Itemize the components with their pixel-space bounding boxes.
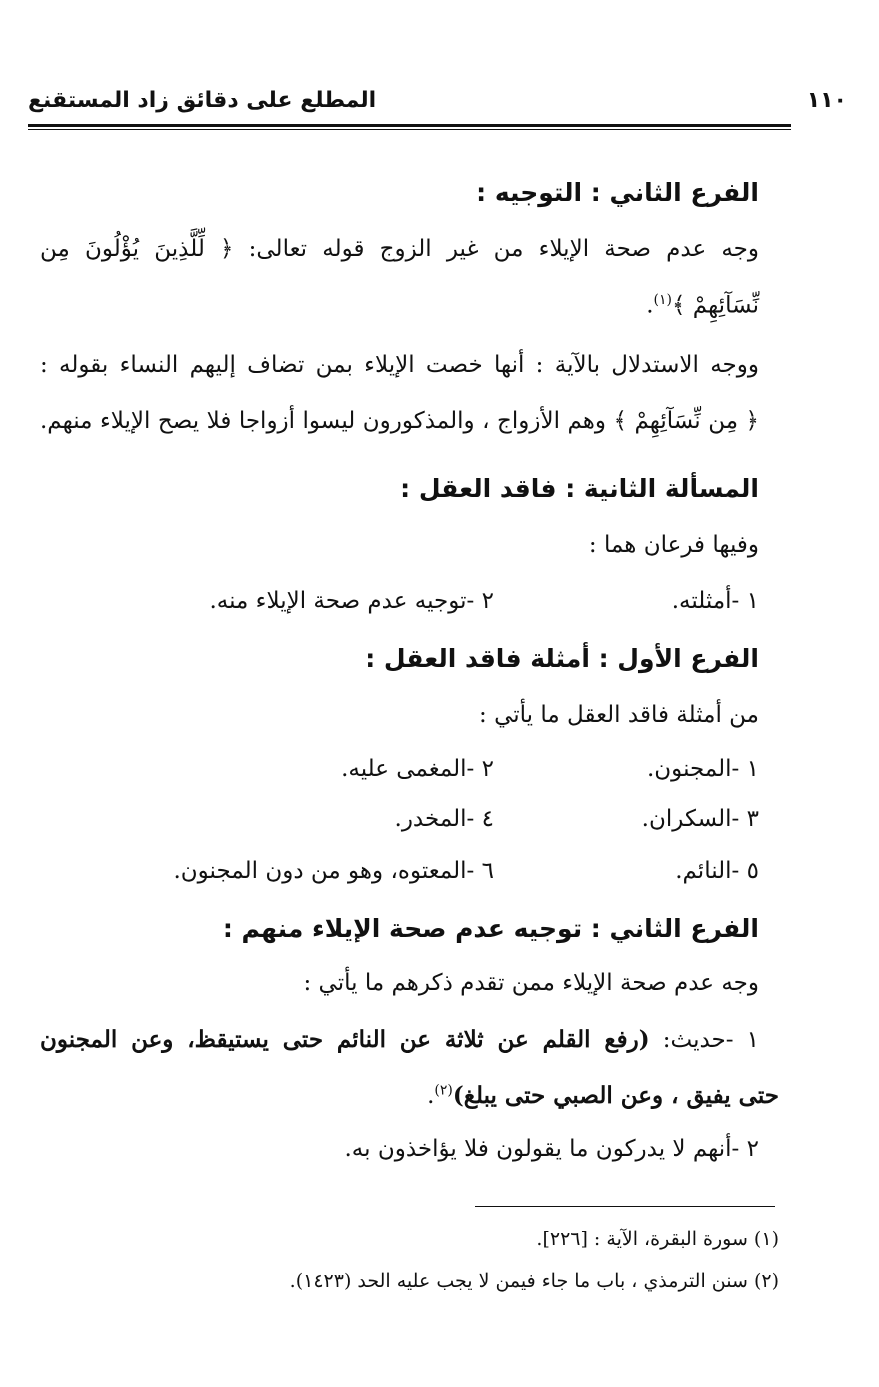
punctuation: . [646, 292, 654, 319]
list-item: ٥ -النائم. [675, 858, 759, 884]
paragraph-line: ٢ -أنهم لا يدركون ما يقولون فلا يؤاخذون به. [344, 1136, 759, 1162]
paragraph-line [40, 1082, 779, 1109]
paragraph-line [40, 1026, 759, 1053]
footnote-separator [475, 1206, 775, 1207]
paragraph-line: من أمثلة فاقد العقل ما يأتي : [479, 702, 759, 728]
list-item: ٤ -المخدر. [394, 806, 494, 832]
running-title: المطلع على دقائق زاد المستقنع [28, 88, 377, 113]
footnote-ref: (٢) [434, 1082, 453, 1099]
header-rule-thin [28, 129, 791, 130]
quran-quote: نِّسَآئِهِمْ ﴾ [671, 292, 759, 319]
list-item: ٣ -السكران. [641, 806, 759, 832]
paragraph-line: وجه عدم صحة الإيلاء ممن تقدم ذكرهم ما يأتي : [303, 970, 759, 996]
list-item: ١ -أمثلته. [671, 588, 759, 614]
footnote-ref: (١) [653, 292, 672, 308]
heading-far-1: الفرع الأول : أمثلة فاقد العقل : [365, 644, 759, 673]
paragraph-line: وفيها فرعان هما : [588, 532, 759, 558]
footnote: (٢) سنن الترمذي ، باب ما جاء فيمن لا يجب عليه الحد (١٤٢٣). [289, 1270, 779, 1292]
list-item: ٢ -المغمى عليه. [341, 756, 494, 782]
heading-masala-2: المسألة الثانية : فاقد العقل : [400, 474, 759, 503]
page-number: ١١٠ [806, 88, 847, 113]
heading-tawjih: الفرع الثاني : التوجيه : [476, 178, 759, 207]
list-item: ١ -المجنون. [646, 756, 759, 782]
paragraph-line: وجه عدم صحة الإيلاء من غير الزوج قوله تعالى: ﴿ لِّلَّذِينَ يُؤْلُونَ مِن [40, 236, 759, 262]
list-item: ٦ -المعتوه، وهو من دون المجنون. [173, 858, 494, 884]
paragraph-line: ﴿ مِن نِّسَآئِهِمْ ﴾ وهم الأزواج ، والمذكورون ليسوا أزواجا فلا يصح الإيلاء منهم. [40, 408, 759, 434]
paragraph-line: ووجه الاستدلال بالآية : أنها خصت الإيلاء بمن تضاف إليهم النساء بقوله : [40, 352, 759, 378]
heading-far-2: الفرع الثاني : توجيه عدم صحة الإيلاء منهم : [222, 914, 759, 943]
hadith-text: (رفع القلم عن ثلاثة عن النائم حتى يستيقظ، وعن المجنون [40, 1026, 650, 1053]
header-rule [28, 124, 791, 127]
list-number: ١ -حديث: [662, 1027, 760, 1053]
punctuation: . [427, 1083, 435, 1109]
footnote: (١) سورة البقرة، الآية : [٢٢٦]. [536, 1228, 779, 1250]
hadith-text: حتى يفيق ، وعن الصبي حتى يبلغ) [452, 1082, 779, 1109]
running-header [28, 84, 847, 126]
paragraph-line [40, 292, 759, 319]
list-item: ٢ -توجيه عدم صحة الإيلاء منه. [209, 588, 494, 614]
